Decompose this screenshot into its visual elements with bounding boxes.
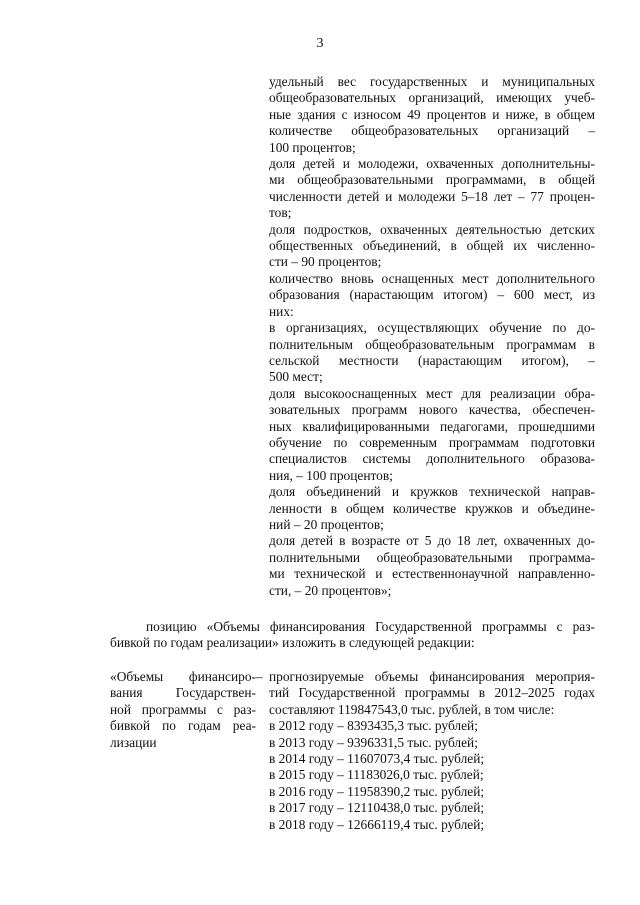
position-paragraph [110, 619, 595, 652]
indicator-line: них: [269, 303, 294, 319]
funding-year-line: в 2017 году – 12110438,0 тыс. рублей; [269, 800, 485, 816]
indicator-line: ния, – 100 процентов; [269, 467, 393, 483]
funding-intro-line: составляют 119847543,0 тыс. рублей, в том числе: [269, 701, 555, 717]
table-left-line: «Объемы финансиро- [110, 669, 256, 684]
funding-year-line: в 2013 году – 9396331,5 тыс. рублей; [269, 734, 478, 750]
indicator-line: доля детей в возрасте от 5 до 18 лет, охваченных до- [269, 533, 595, 549]
indicator-item [269, 320, 595, 386]
funding-year-line: в 2015 году – 11183026,0 тыс. рублей; [269, 767, 484, 783]
indicator-item [269, 222, 595, 271]
indicators-list [269, 74, 595, 599]
indicator-line: в организациях, осуществляющих обучение по до- [269, 320, 595, 336]
indicator-line: 500 мест; [269, 369, 323, 385]
indicator-line: сельской местности (нарастающим итогом), – [269, 352, 595, 368]
indicator-line: специалистов системы дополнительного образова- [269, 451, 595, 467]
indicator-line: количестве общеобразовательных организаций – [269, 123, 595, 139]
indicator-line: обучение по современным программам подготовки [269, 434, 595, 450]
indicator-line: ные здания с износом 49 процентов и ниже, в общем [269, 106, 595, 122]
indicator-line: численности детей и молодежи 5–18 лет – 77 процен- [269, 188, 595, 204]
indicator-line: сти – 90 процентов; [269, 254, 382, 270]
indicator-line: сти, – 20 процентов»; [269, 582, 392, 598]
indicator-item [269, 386, 595, 484]
funding-year-line: в 2018 году – 12666119,4 тыс. рублей; [269, 816, 485, 832]
indicator-line: количество вновь оснащенных мест дополнительного [269, 270, 595, 286]
funding-year-line: в 2012 году – 8393435,3 тыс. рублей; [269, 718, 478, 734]
indicator-line: ми общеобразовательными программами, в общей [269, 172, 595, 188]
position-line: позицию «Объемы финансирования Государственной программы с раз- [146, 619, 595, 634]
indicator-line: доля высокооснащенных мест для реализации обра- [269, 385, 595, 401]
indicator-line: доля подростков, охваченных деятельностью детских [269, 221, 595, 237]
indicator-line: зовательных программ нового качества, обеспечен- [269, 402, 595, 418]
indicator-line: ных квалифицированными педагогами, прошедшими [269, 418, 595, 434]
indicator-line: образования (нарастающим итогом) – 600 мест, из [269, 287, 595, 303]
indicator-item [269, 484, 595, 533]
indicator-line: ми технической и естественнонаучной направленно- [269, 566, 595, 582]
indicator-line: тов; [269, 205, 292, 221]
indicator-line: ний – 20 процентов; [269, 516, 384, 532]
indicator-line: общеобразовательных организаций, имеющих учеб- [269, 90, 595, 106]
table-left-line: вания Государствен- [110, 685, 256, 701]
indicator-line: полнительными общеобразовательными программа- [269, 549, 595, 565]
funding-column [269, 669, 595, 833]
indicator-line: ленности в общем количестве кружков и объедине- [269, 500, 595, 516]
indicator-line: доля объединений и кружков технической направ- [269, 484, 595, 500]
indicator-item [269, 156, 595, 222]
indicator-line: полнительным общеобразовательным программам в [269, 336, 595, 352]
indicator-item [269, 533, 595, 599]
funding-year-line: в 2014 году – 11607073,4 тыс. рублей; [269, 751, 485, 767]
table-left-cell [110, 669, 256, 751]
table-left-line: бивкой по годам реа- [110, 718, 256, 734]
indicator-item [269, 74, 595, 156]
indicator-line: общественных объединений, в общей их численно- [269, 238, 595, 254]
funding-year-line: в 2016 году – 11958390,2 тыс. рублей; [269, 783, 485, 799]
funding-intro-line: прогнозируемые объемы финансирования мероприя- [269, 669, 595, 684]
page-number: 3 [316, 36, 324, 51]
table-left-line: лизации [110, 734, 157, 750]
position-line: бивкой по годам реализации» изложить в следующей редакции: [110, 635, 475, 651]
funding-intro-line: тий Государственной программы в 2012–2025 годах [269, 685, 595, 701]
table-dash: – [256, 669, 263, 684]
indicator-line: доля детей и молодежи, охваченных дополнительны- [269, 156, 595, 172]
indicator-item [269, 271, 595, 320]
table-left-line: ной программы с раз- [110, 701, 256, 717]
indicator-line: удельный вес государственных и муниципальных [269, 74, 595, 89]
indicator-line: 100 процентов; [269, 139, 356, 155]
